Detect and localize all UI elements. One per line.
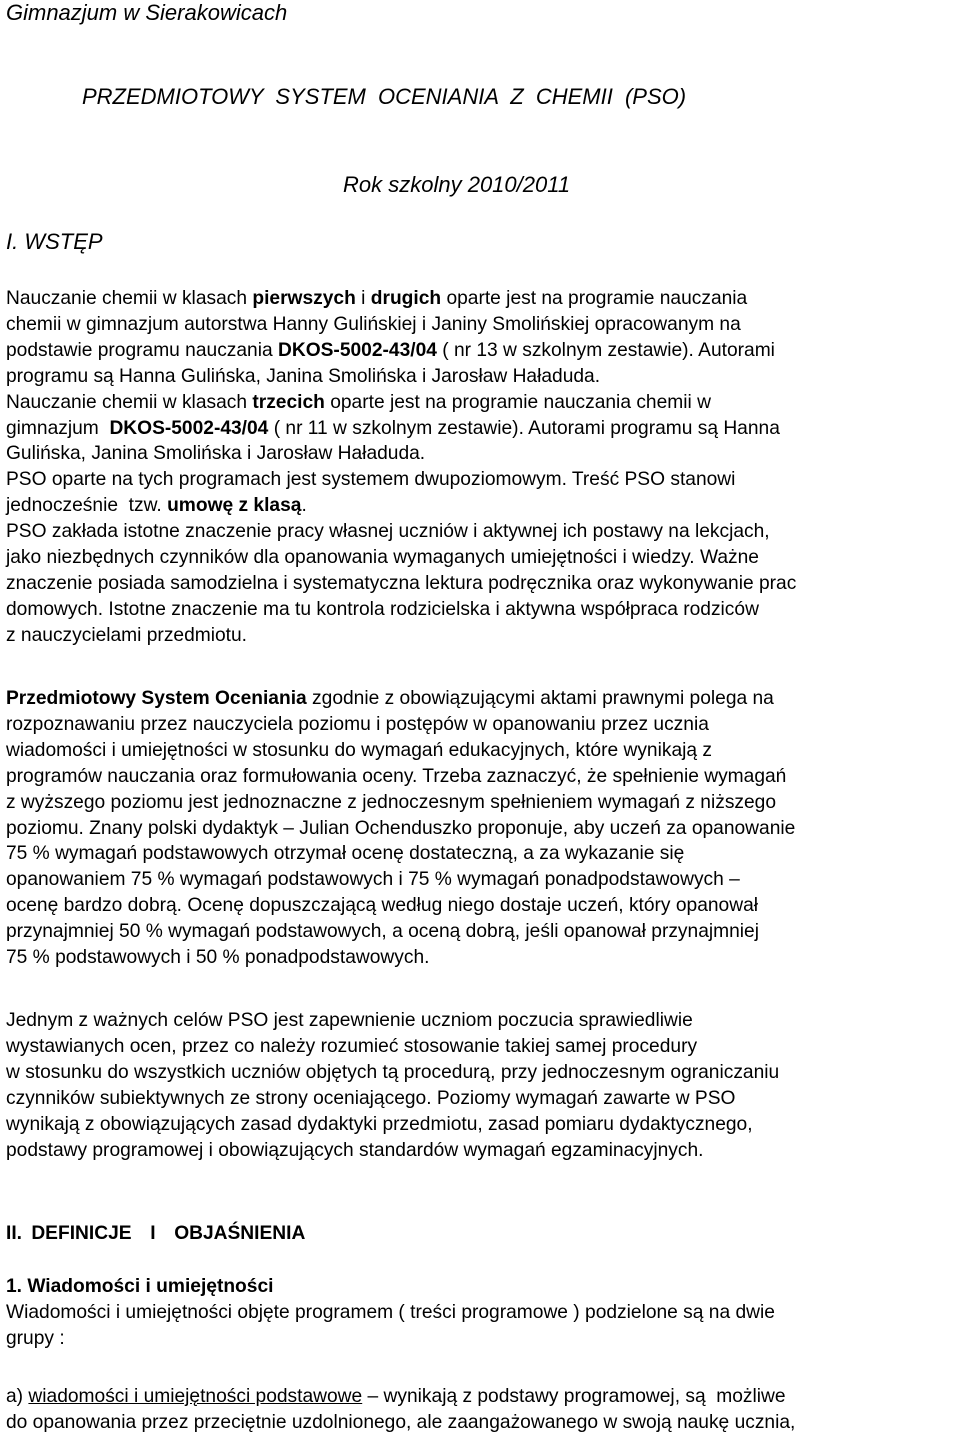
text-line	[6, 686, 960, 712]
school-name: Gimnazjum w Sierakowicach	[6, 0, 288, 25]
basic-requirements-paragraph	[6, 1384, 960, 1436]
bold-text: Przedmiotowy System Oceniania	[6, 688, 307, 709]
text-line: czynników subiektywnych ze strony oceniającego. Poziomy wymagań zawarte w PSO	[6, 1087, 736, 1109]
underlined-term: wiadomości i umiejętności podstawowe	[28, 1386, 363, 1407]
text-line: chemii w gimnazjum autorstwa Hanny Gulińskiej i Janiny Smolińskiej opracowanym na	[6, 313, 741, 335]
text-line: wiadomości i umiejętności w stosunku do wymagań edukacyjnych, które wynikają z	[6, 739, 712, 761]
text-line: 75 % wymagań podstawowych otrzymał ocenę dostateczną, a za wykazanie się	[6, 843, 685, 865]
intro-paragraph	[6, 286, 960, 649]
goals-paragraph	[6, 1008, 960, 1163]
text-line: podstawy programowej i obowiązujących standardów wymagań egzaminacyjnych.	[6, 1139, 704, 1161]
pso-paragraph	[6, 686, 960, 971]
text-line: ocenę bardzo dobrą. Ocenę dopuszczającą według niego dostaje uczeń, który opanował	[6, 895, 759, 917]
text-line	[6, 338, 960, 364]
text-span: zgodnie z obowiązującymi aktami prawnymi polega na	[306, 688, 774, 709]
text-span: .	[301, 495, 307, 517]
section-1-heading: I. WSTĘP	[6, 229, 103, 254]
text-line: grupy :	[6, 1327, 65, 1349]
bold-text: umowę z klasą	[167, 495, 302, 517]
program-code: DKOS-5002-43/04	[109, 417, 269, 439]
program-code: DKOS-5002-43/04	[278, 339, 437, 361]
text-line: przynajmniej 50 % wymagań podstawowych, a oceną dobrą, jeśli opanował przynajmniej	[6, 921, 759, 943]
text-line	[6, 286, 960, 312]
text-line: w stosunku do wszystkich uczniów objętych tą procedurą, przy jednoczesnym ograniczaniu	[6, 1061, 780, 1083]
bold-text: pierwszych	[252, 288, 356, 309]
text-line	[6, 1384, 960, 1410]
text-line	[6, 493, 960, 519]
text-line: programu są Hanna Gulińska, Janina Smolińska i Jarosław Haładuda.	[6, 365, 601, 387]
list-marker: a)	[6, 1386, 29, 1407]
text-span: oparte jest na programie nauczania	[441, 288, 748, 309]
bold-text: drugich	[370, 288, 442, 309]
text-line: PSO zakłada istotne znaczenie pracy własnej uczniów i aktywnej ich postawy na lekcjach,	[6, 521, 770, 543]
bold-text: trzecich	[252, 391, 325, 413]
text-line: Gulińska, Janina Smolińska i Jarosław Haładuda.	[6, 443, 426, 465]
subsection-heading: 1. Wiadomości i umiejętności	[6, 1276, 274, 1297]
text-line	[6, 390, 960, 416]
text-line: z wyższego poziomu jest jednoznaczne z jednoczesnym spełnieniem wymagań z niższego	[6, 791, 777, 813]
text-line: wynikają z obowiązujących zasad dydaktyki przedmiotu, zasad pomiaru dydaktycznego,	[6, 1113, 753, 1135]
text-span: gimnazjum	[6, 417, 110, 439]
text-line: do opanowania przez przeciętnie uzdolnionego, ale zaangażowanego w swoją naukę ucznia,	[6, 1411, 796, 1433]
text-span: Nauczanie chemii w klasach	[6, 288, 253, 309]
text-line: z nauczycielami przedmiotu.	[6, 624, 248, 646]
section-2-heading: II. DEFINICJE I OBJAŚNIENIA	[6, 1223, 306, 1244]
text-line: Wiadomości i umiejętności objęte programem ( treści programowe ) podzielone są na dwie	[6, 1302, 775, 1323]
definitions-paragraph	[6, 1300, 960, 1352]
text-line: PSO oparte na tych programach jest systemem dwupoziomowym. Treść PSO stanowi	[6, 469, 736, 491]
text-span: Nauczanie chemii w klasach	[6, 391, 253, 413]
text-line: 75 % podstawowych i 50 % ponadpodstawowych.	[6, 947, 430, 969]
text-span: oparte jest na programie nauczania chemii w	[324, 391, 711, 413]
text-line: wystawianych ocen, przez co należy rozumieć stosowanie takiej samej procedury	[6, 1035, 698, 1057]
text-line: rozpoznawaniu przez nauczyciela poziomu i postępów w opanowaniu przez ucznia	[6, 713, 709, 735]
text-span: i	[355, 288, 371, 309]
text-line: programów nauczania oraz formułowania oceny. Trzeba zaznaczyć, że spełnienie wymagań	[6, 765, 787, 787]
school-year: Rok szkolny 2010/2011	[343, 172, 571, 197]
text-span: podstawie programu nauczania	[6, 339, 278, 361]
text-span: jednocześnie tzw.	[6, 495, 168, 517]
text-line	[6, 416, 960, 442]
text-line: opanowaniem 75 % wymagań podstawowych i 75 % wymagań ponadpodstawowych –	[6, 869, 740, 891]
text-span: ( nr 13 w szkolnym zestawie). Autorami	[436, 339, 775, 361]
text-line: jako niezbędnych czynników dla opanowania wymaganych umiejętności i wiedzy. Ważne	[6, 547, 759, 569]
text-line: znaczenie posiada samodzielna i systematyczna lektura podręcznika oraz wykonywanie prac	[6, 572, 797, 594]
text-line: Jednym z ważnych celów PSO jest zapewnienie uczniom poczucia sprawiedliwie	[6, 1010, 693, 1031]
document-title: PRZEDMIOTOWY SYSTEM OCENIANIA Z CHEMII (PSO)	[82, 84, 687, 109]
text-line: poziomu. Znany polski dydaktyk – Julian Ochenduszko proponuje, aby uczeń za opanowanie	[6, 817, 796, 839]
text-span: – wynikają z podstawy programowej, są możliwe	[362, 1386, 786, 1407]
text-line: domowych. Istotne znaczenie ma tu kontrola rodzicielska i aktywna współpraca rodziców	[6, 598, 759, 620]
text-span: ( nr 11 w szkolnym zestawie). Autorami programu są Hanna	[268, 417, 780, 439]
